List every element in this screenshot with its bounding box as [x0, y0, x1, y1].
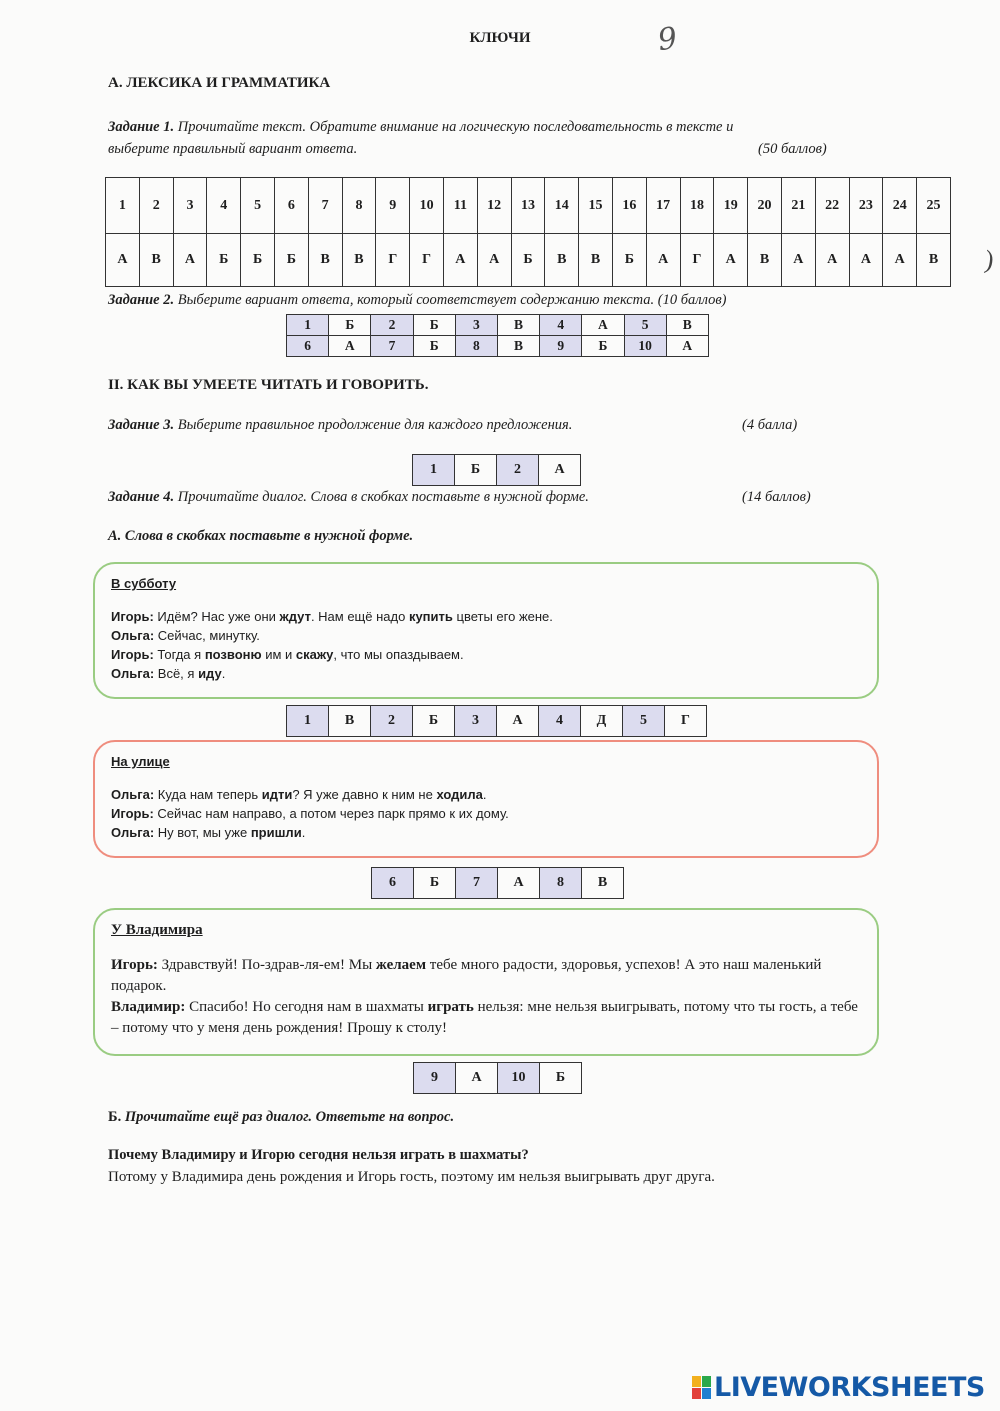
question-number-cell: 9	[540, 336, 582, 357]
answer-cell: Б	[455, 455, 497, 486]
answer-cell: Б	[612, 234, 646, 287]
question-number-cell: 24	[883, 178, 917, 234]
answer-cell: Б	[207, 234, 241, 287]
answer-cell: Г	[680, 234, 714, 287]
answer-cell: Б	[414, 868, 456, 899]
question-number-cell: 7	[371, 336, 413, 357]
answer-cell: Г	[376, 234, 410, 287]
task3-answer-table	[412, 454, 581, 486]
part-b-heading: Б. Прочитайте ещё раз диалог. Ответьте на вопрос.	[108, 1109, 455, 1125]
answer-cell: А	[443, 234, 477, 287]
answer-cell: А	[849, 234, 883, 287]
task1-points: (50 баллов)	[758, 141, 827, 157]
question-number-cell: 1	[287, 706, 329, 737]
question-number-cell: 4	[540, 315, 582, 336]
answer-cell: В	[748, 234, 782, 287]
task2-answer-table	[286, 314, 709, 357]
dialog-line: Игорь: Здравствуй! По-здрав-ля-ем! Мы желаем тебе много радости, здоровья, успехов! А это наш маленький подарок.	[111, 957, 822, 994]
question-number-cell: 16	[612, 178, 646, 234]
part-b-answer: Потому у Владимира день рождения и Игорь гость, поэтому им нельзя выигрывать друг друга.	[108, 1169, 715, 1185]
question-number-cell: 1	[413, 455, 455, 486]
question-number-cell: 7	[308, 178, 342, 234]
task3-instructions	[108, 414, 572, 436]
answer-cell: В	[329, 706, 371, 737]
question-number-cell: 4	[539, 706, 581, 737]
question-number-cell: 14	[545, 178, 579, 234]
answer-cell: А	[666, 336, 708, 357]
answer-cell: В	[497, 336, 539, 357]
task4-label: Задание 4.	[108, 489, 175, 505]
question-number-cell: 12	[477, 178, 511, 234]
question-number-cell: 9	[414, 1063, 456, 1094]
question-number-cell: 3	[173, 178, 207, 234]
dialog-saturday	[93, 562, 879, 699]
question-number-cell: 6	[372, 868, 414, 899]
task3-text: Выберите правильное продолжение для каждого предложения.	[177, 417, 573, 433]
question-number-cell: 13	[511, 178, 545, 234]
task2-text: Выберите вариант ответа, который соответствует содержанию текста.	[177, 292, 655, 308]
section-a-heading: А. ЛЕКСИКА И ГРАММАТИКА	[108, 75, 331, 91]
dialog-line: Игорь: Идём? Нас уже они ждут. Нам ещё надо купить цветы его жене.	[111, 609, 553, 624]
answer-cell: Д	[581, 706, 623, 737]
question-number-cell: 25	[917, 178, 951, 234]
question-number-cell: 5	[241, 178, 275, 234]
dialog-line: Владимир: Спасибо! Но сегодня нам в шахматы играть нельзя: мне нельзя выигрывать, потому что ты гость, а тебе – потому что у меня день рождения! Прошу к столу!	[111, 999, 858, 1036]
question-number-cell: 2	[371, 706, 413, 737]
question-number-cell: 8	[540, 868, 582, 899]
answer-cell: А	[497, 706, 539, 737]
answer-cell: А	[714, 234, 748, 287]
answer-cell: Б	[413, 706, 455, 737]
task3-points: (4 балла)	[742, 417, 798, 433]
task3-label: Задание 3.	[108, 417, 175, 433]
question-number-cell: 1	[287, 315, 329, 336]
question-number-cell: 5	[623, 706, 665, 737]
question-number-cell: 10	[410, 178, 444, 234]
task4-subheading-a: А. Слова в скобках поставьте в нужной форме.	[108, 528, 414, 544]
answer-cell: Б	[413, 315, 455, 336]
handwritten-number: 9	[655, 20, 680, 59]
dialog-line: Ольга: Сейчас, минутку.	[111, 628, 260, 643]
dialog-line: Ольга: Всё, я иду.	[111, 666, 226, 681]
question-number-cell: 6	[287, 336, 329, 357]
answer-cell: А	[539, 455, 581, 486]
answer-cell: А	[329, 336, 371, 357]
question-number-cell: 1	[106, 178, 140, 234]
answer-cell: А	[106, 234, 140, 287]
answer-cell: А	[477, 234, 511, 287]
question-number-cell: 10	[624, 336, 666, 357]
answer-cell: А	[498, 868, 540, 899]
answer-cell: Г	[665, 706, 707, 737]
dialog-line: Ольга: Ну вот, мы уже пришли.	[111, 825, 306, 840]
answer-cell: В	[342, 234, 376, 287]
task4-text: Прочитайте диалог. Слова в скобках поставьте в нужной форме.	[177, 489, 589, 505]
task1-instructions	[108, 116, 868, 160]
question-number-cell: 10	[498, 1063, 540, 1094]
task2-instructions	[108, 289, 727, 311]
answer-cell: Б	[274, 234, 308, 287]
answer-cell: В	[545, 234, 579, 287]
dialog-line: Ольга: Куда нам теперь идти? Я уже давно к ним не ходила.	[111, 787, 487, 802]
question-number-cell: 19	[714, 178, 748, 234]
question-number-cell: 11	[443, 178, 477, 234]
page-title: КЛЮЧИ	[469, 30, 531, 46]
task2-points: (10 баллов)	[657, 292, 727, 308]
margin-mark: )	[983, 244, 996, 275]
answer-cell: В	[582, 868, 624, 899]
task1-answer-table	[105, 177, 951, 287]
answer-cell: Б	[540, 1063, 582, 1094]
answer-cell: А	[815, 234, 849, 287]
dialog-saturday-heading: В субботу	[111, 576, 177, 591]
dialog2-answer-table	[371, 867, 624, 899]
dialog-vladimir-heading: У Владимира	[111, 922, 203, 938]
task4-points: (14 баллов)	[742, 489, 811, 505]
question-number-cell: 8	[342, 178, 376, 234]
section-b-heading: II. КАК ВЫ УМЕЕТЕ ЧИТАТЬ И ГОВОРИТЬ.	[108, 377, 429, 393]
logo-text: LIVEWORKSHEETS	[714, 1372, 985, 1403]
answer-cell: Б	[511, 234, 545, 287]
task2-label: Задание 2.	[108, 292, 175, 308]
answer-cell: А	[781, 234, 815, 287]
answer-cell: В	[579, 234, 613, 287]
question-number-cell: 23	[849, 178, 883, 234]
question-number-cell: 18	[680, 178, 714, 234]
question-number-cell: 3	[455, 315, 497, 336]
answer-cell: В	[917, 234, 951, 287]
part-b-question: Почему Владимиру и Игорю сегодня нельзя играть в шахматы?	[108, 1147, 529, 1163]
question-number-cell: 17	[646, 178, 680, 234]
answer-cell: В	[308, 234, 342, 287]
liveworksheets-logo	[692, 1372, 985, 1403]
question-number-cell: 4	[207, 178, 241, 234]
question-number-cell: 8	[455, 336, 497, 357]
question-number-cell: 21	[781, 178, 815, 234]
task4-instructions	[108, 486, 589, 508]
answer-cell: А	[456, 1063, 498, 1094]
dialog-vladimir	[93, 908, 879, 1056]
answer-cell: Б	[329, 315, 371, 336]
task1-text: Прочитайте текст. Обратите внимание на логическую последовательность в тексте и	[177, 119, 734, 135]
question-number-cell: 6	[274, 178, 308, 234]
dialog1-answer-table	[286, 705, 707, 737]
dialog-street-heading: На улице	[111, 754, 170, 769]
logo-mark-icon	[692, 1376, 712, 1400]
answer-cell: Б	[413, 336, 455, 357]
task1-label: Задание 1.	[108, 119, 175, 135]
answer-cell: А	[173, 234, 207, 287]
question-number-cell: 2	[497, 455, 539, 486]
answer-cell: Г	[410, 234, 444, 287]
answer-cell: Б	[241, 234, 275, 287]
answer-cell: А	[646, 234, 680, 287]
answer-cell: А	[582, 315, 624, 336]
answer-cell: А	[883, 234, 917, 287]
question-number-cell: 22	[815, 178, 849, 234]
answer-cell: В	[139, 234, 173, 287]
answer-cell: Б	[582, 336, 624, 357]
question-number-cell: 9	[376, 178, 410, 234]
question-number-cell: 15	[579, 178, 613, 234]
question-number-cell: 7	[456, 868, 498, 899]
dialog-line: Игорь: Тогда я позвоню им и скажу, что мы опаздываем.	[111, 647, 464, 662]
question-number-cell: 5	[624, 315, 666, 336]
dialog-line: Игорь: Сейчас нам направо, а потом через парк прямо к их дому.	[111, 806, 509, 821]
dialog-street	[93, 740, 879, 858]
dialog3-answer-table	[413, 1062, 582, 1094]
question-number-cell: 20	[748, 178, 782, 234]
answer-cell: В	[666, 315, 708, 336]
answer-cell: В	[497, 315, 539, 336]
task1-text2: выберите правильный вариант ответа.	[108, 141, 358, 157]
question-number-cell: 2	[371, 315, 413, 336]
question-number-cell: 2	[139, 178, 173, 234]
question-number-cell: 3	[455, 706, 497, 737]
